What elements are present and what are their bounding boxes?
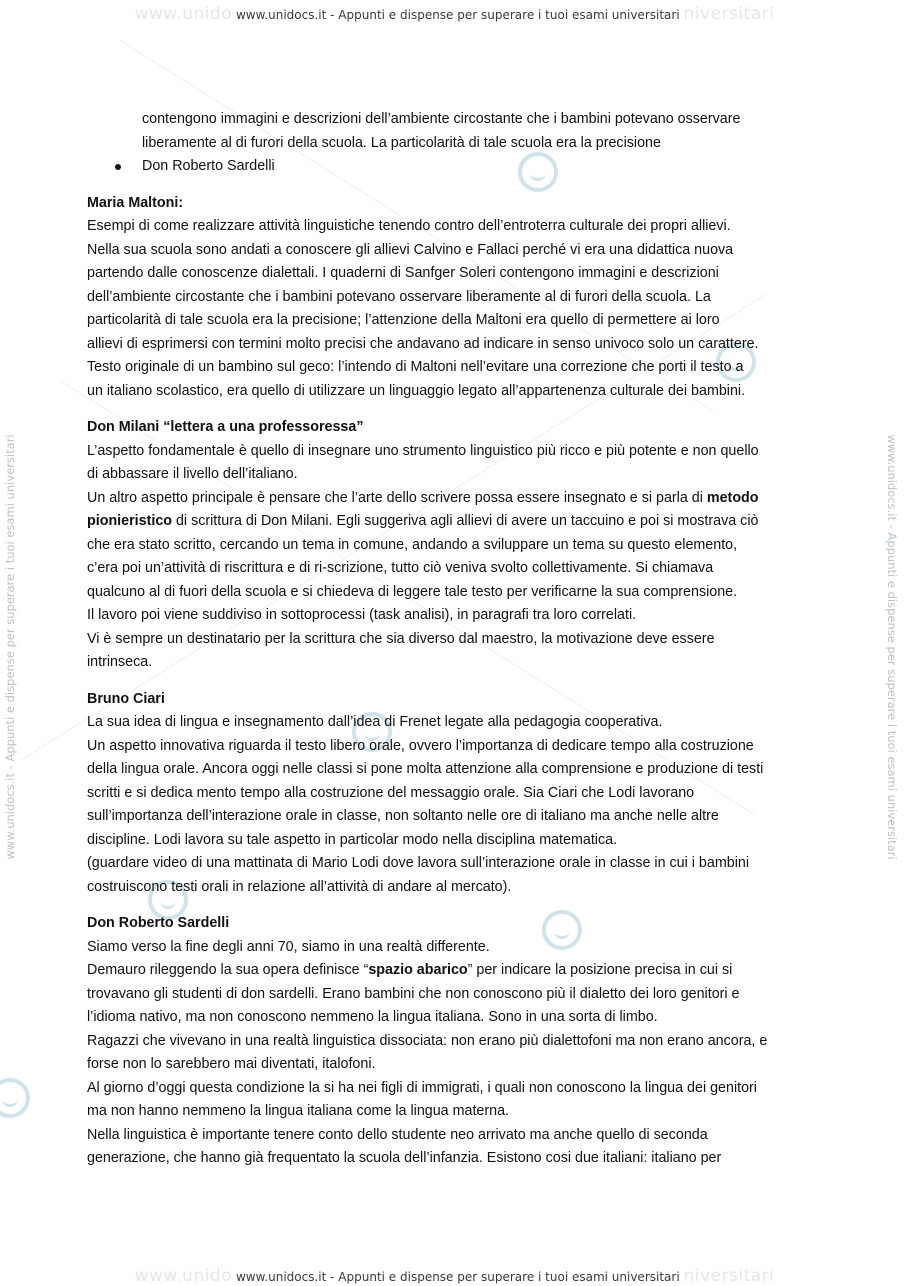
bullet-item bbox=[87, 155, 827, 179]
document-body bbox=[87, 108, 827, 1171]
paragraph-line: trovavano gli studenti di don sardelli. Erano bambini che non conoscono più il dialetto dei loro genitori e bbox=[87, 985, 740, 1002]
header-watermark-ghost-right: niversitari bbox=[683, 4, 775, 24]
paragraph-line: un italiano scolastico, era quello di utilizzare un linguaggio legato all’appartenenza culturale dei bambini. bbox=[87, 382, 746, 399]
section-heading-sardelli: Don Roberto Sardelli bbox=[87, 915, 230, 931]
paragraph-line: costruiscono testi orali in relazione all’attività di andare al mercato). bbox=[87, 878, 512, 895]
footer-watermark-ghost-right: niversitari bbox=[683, 1266, 775, 1286]
paragraph-line: l’idioma nativo, ma non conoscono nemmeno la lingua italiana. Sono in una sorta di limbo. bbox=[87, 1009, 658, 1025]
paragraph-line: discipline. Lodi lavora su tale aspetto in particolar modo nella disciplina matematica. bbox=[87, 831, 618, 848]
paragraph-line: L’aspetto fondamentale è quello di insegnare uno strumento linguistico più ricco e più potente e non quello bbox=[87, 442, 759, 459]
paragraph-line: Ragazzi che vivevano in una realtà linguistica dissociata: non erano più dialettofoni ma non erano ancora, e bbox=[87, 1032, 768, 1049]
paragraph-line: Testo originale di un bambino sul geco: l’intendo di Maltoni nell’evitare una correzione che porti il testo a bbox=[87, 359, 744, 375]
section-heading-maltoni: Maria Maltoni: bbox=[87, 194, 184, 211]
paragraph-line: Vi è sempre un destinatario per la scrittura che sia diverso dal maestro, la motivazione deve essere bbox=[87, 630, 715, 647]
section-heading-ciari: Bruno Ciari bbox=[87, 690, 165, 707]
bullet-item-text: Don Roberto Sardelli bbox=[142, 158, 275, 174]
paragraph-line: che era stato scritto, cercando un tema in comune, andando a sviluppare un tema su questo elemento, bbox=[87, 536, 738, 553]
paragraph-line: sull’importanza dell’interazione orale in classe, non soltanto nelle ore di italiano ma anche nelle altre bbox=[87, 808, 719, 824]
paragraph-line: generazione, che hanno già frequentato la scuola dell’infanzia. Esistono cosi due italiani: italiano per bbox=[87, 1150, 722, 1166]
paragraph-line: Il lavoro poi viene suddiviso in sottoprocessi (task analisi), in paragrafi tra loro correlati. bbox=[87, 607, 637, 623]
paragraph-line bbox=[87, 487, 827, 511]
intro-line: liberamente al di furori della scuola. La particolarità di tale scuola era la precisione bbox=[142, 134, 661, 151]
paragraph-line: partendo dalle conoscenze dialettali. I quaderni di Sanfger Soleri contengono immagini e descrizioni bbox=[87, 265, 719, 281]
paragraph-line: ma non hanno nemmeno la lingua italiana come la lingua materna. bbox=[87, 1103, 510, 1119]
paragraph-line: particolarità di tale scuola era la precisione; l’attenzione della Maltoni era quello di permettere ai loro bbox=[87, 312, 720, 328]
paragraph-line: dell’ambiente circostante che i bambini potevano osservare liberamente al di furori della scuola. La bbox=[87, 288, 711, 305]
paragraph-line: c’era poi un’attività di riscrittura e di ri-scrizione, tutto ciò veniva svolto collettivamente. Si chiamava bbox=[87, 560, 714, 576]
paragraph-line: della lingua orale. Ancora oggi nelle classi si pone molta attenzione alla comprensione e produzione di testi bbox=[87, 761, 764, 777]
intro-line: contengono immagini e descrizioni dell’ambiente circostante che i bambini potevano osservare bbox=[142, 111, 741, 127]
paragraph-line: Al giorno d’oggi questa condizione la si ha nei figli di immigrati, i quali non conoscono la lingua dei genitori bbox=[87, 1079, 757, 1096]
paragraph-line: Esempi di come realizzare attività linguistiche tenendo contro dell’entroterra culturale dei propri allievi. bbox=[87, 218, 731, 234]
header-watermark bbox=[0, 4, 909, 24]
text-run: Un altro aspetto principale è pensare che l’arte dello scrivere possa essere insegnato e si parla di bbox=[87, 489, 707, 506]
footer-watermark-text: www.unidocs.it - Appunti e dispense per superare i tuoi esami universitari bbox=[235, 1270, 680, 1284]
bold-term: pionieristico bbox=[87, 513, 172, 529]
paragraph-line: allievi di esprimersi con termini molto precisi che andavano ad indicare in senso univoco solo un carattere. bbox=[87, 335, 759, 352]
paragraph-line: scritti e si dedica mento tempo alla costruzione del messaggio orale. Sia Ciari che Lodi lavorano bbox=[87, 784, 695, 801]
unidocs-logo-icon bbox=[0, 1078, 30, 1118]
footer-watermark bbox=[0, 1266, 909, 1286]
paragraph-line bbox=[87, 510, 827, 534]
header-watermark-ghost-left: www.unido bbox=[134, 4, 233, 24]
paragraph-line bbox=[87, 959, 827, 983]
paragraph-line: Un aspetto innovativa riguarda il testo libero orale, ovvero l’importanza di dedicare tempo alla costruzione bbox=[87, 737, 754, 754]
paragraph-line: La sua idea di lingua e insegnamento dall’idea di Frenet legate alla pedagogia cooperativa. bbox=[87, 714, 663, 730]
footer-watermark-ghost-left: www.unido bbox=[134, 1266, 233, 1286]
bullet-dot-icon bbox=[115, 164, 121, 170]
paragraph-line: qualcuno al di fuori della scuola e si chiedeva di leggere tale testo per verificarne la sua comprensione. bbox=[87, 583, 738, 600]
paragraph-line: di abbassare il livello dell’italiano. bbox=[87, 466, 298, 482]
section-heading-milani: Don Milani “lettera a una professoressa” bbox=[87, 419, 364, 435]
left-side-watermark: www.unidocs.it - Appunti e dispense per superare i tuoi esami universitari bbox=[3, 434, 17, 860]
text-run: ” per indicare la posizione precisa in cui si bbox=[467, 962, 733, 978]
text-run: Demauro rileggendo la sua opera definisce “ bbox=[87, 962, 369, 978]
paragraph-line: Siamo verso la fine degli anni 70, siamo in una realtà differente. bbox=[87, 938, 490, 955]
bold-term: spazio abarico bbox=[368, 962, 468, 978]
bold-term: metodo bbox=[706, 489, 759, 506]
header-watermark-text: www.unidocs.it - Appunti e dispense per superare i tuoi esami universitari bbox=[235, 8, 680, 22]
text-run: di scrittura di Don Milani. Egli suggeriva agli allievi di avere un taccuino e poi si mostrava ciò bbox=[172, 513, 759, 529]
paragraph-line: (guardare video di una mattinata di Mario Lodi dove lavora sull’interazione orale in classe in cui i bambini bbox=[87, 855, 749, 871]
right-side-watermark: www.unidocs.it - Appunti e dispense per superare i tuoi esami universitari bbox=[885, 434, 899, 860]
paragraph-line: Nella sua scuola sono andati a conoscere gli allievi Calvino e Fallaci perché vi era una didattica nuova bbox=[87, 241, 734, 258]
paragraph-line: forse non lo sarebbero mai diventati, italofoni. bbox=[87, 1056, 376, 1072]
paragraph-line: intrinseca. bbox=[87, 654, 153, 670]
paragraph-line: Nella linguistica è importante tenere conto dello studente neo arrivato ma anche quello di seconda bbox=[87, 1126, 708, 1143]
